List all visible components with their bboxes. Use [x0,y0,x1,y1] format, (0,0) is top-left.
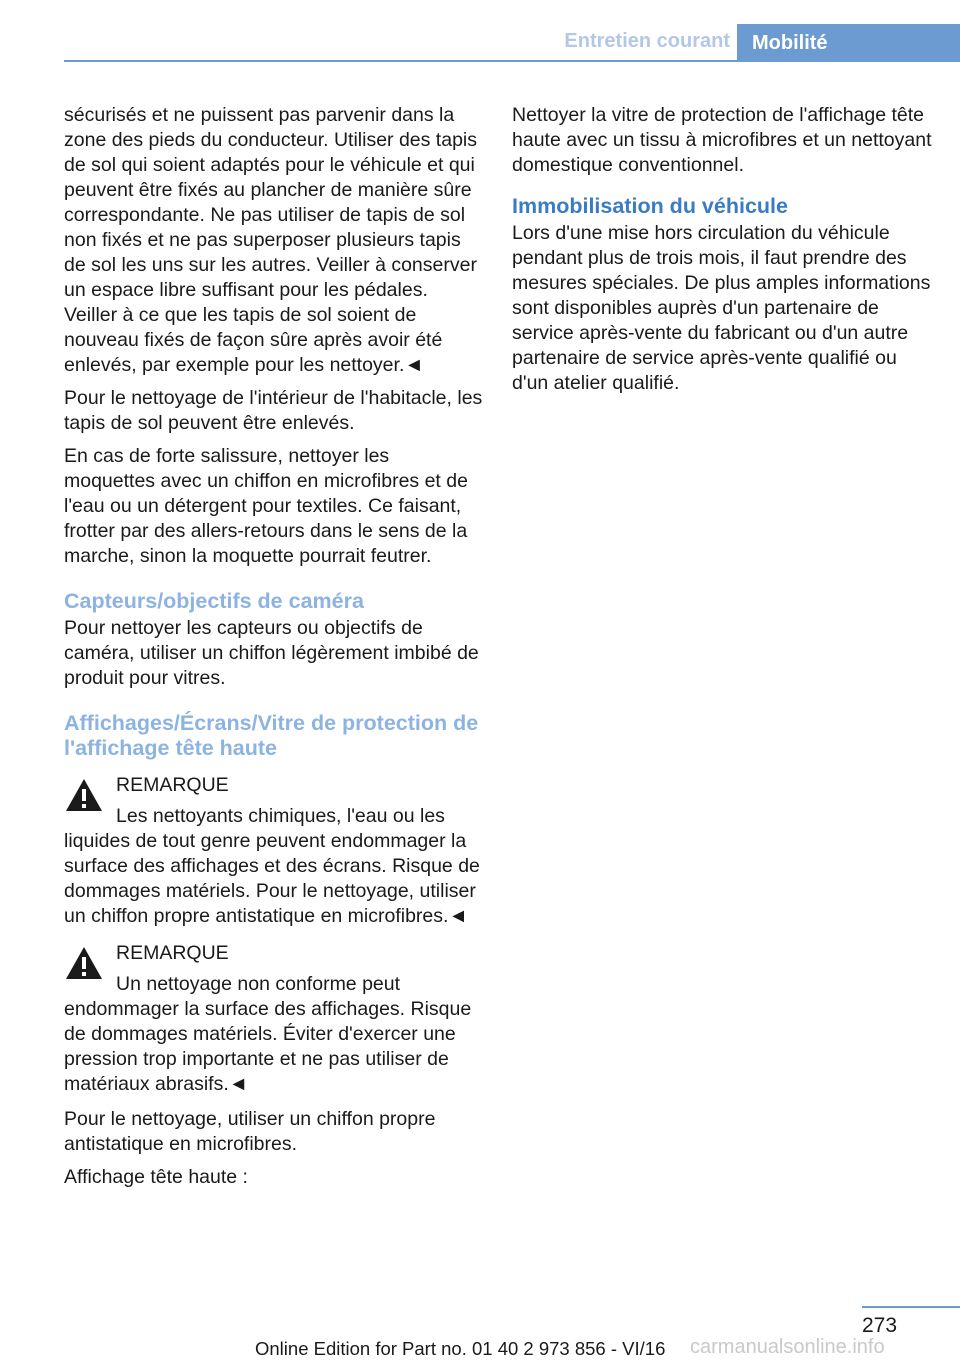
paragraph: Nettoyer la vitre de protection de l'affichage tête haute avec un tissu à microfibres et un nettoyant domestique conventionnel. [512,104,932,176]
warning-notice [64,941,484,1097]
warning-text: Les nettoyants chimiques, l'eau ou les liquides de tout genre peuvent endommager la surface des affichages et des écrans. Risque de dommages matériels. Pour le nettoyage, utiliser un chiffon propre antistatique en microfibres.◄ [64,805,480,927]
page-number: 273 [862,1314,898,1337]
warning-label: REMARQUE [116,942,229,964]
paragraph: Pour nettoyer les capteurs ou objectifs de caméra, utiliser un chiffon légèrement imbibé de produit pour vitres. [64,617,479,689]
paragraph: Pour le nettoyage, utiliser un chiffon propre antistatique en microfibres. [64,1108,436,1155]
watermark: carmanualsonline.info [690,1336,885,1358]
paragraph: Lors d'une mise hors circulation du véhicule pendant plus de trois mois, il faut prendre des mesures spéciales. De plus amples informations sont disponibles auprès d'un partenaire de service après-vente du fabricant ou d'un autre partenaire de service après-vente qualifié ou d'un atelier qualifié. [512,222,931,394]
left-column [64,103,484,1198]
heading-displays: Affichages/Écrans/Vitre de protection de l'affichage tête haute [64,711,479,760]
edition-line: Online Edition for Part no. 01 40 2 973 856 - VI/16 [255,1338,666,1359]
header-rule [64,60,960,62]
right-column [512,103,932,404]
section-tab[interactable]: Entretien courant [564,30,730,52]
warning-notice [64,773,484,929]
chapter-tab[interactable]: Mobilité [737,24,960,62]
footer-rule [862,1306,960,1308]
warning-triangle-icon [64,777,104,813]
heading-immobilisation: Immobilisation du véhicule [512,194,788,218]
page-header [0,24,960,62]
paragraph: Affichage tête haute : [64,1166,248,1188]
paragraph: sécurisés et ne puissent pas parvenir dans la zone des pieds du conducteur. Utiliser des tapis de sol qui soient adaptés pour le véhicule et qui peuvent être fixés au plancher de manière sûre correspondante. Ne pas utiliser de tapis de sol non fixés et ne pas superposer plusieurs tapis de sol les uns sur les autres. Veiller à conserver un espace libre suffisant pour les pédales. Veiller à ce que les tapis de sol soient de nouveau fixés de façon sûre après avoir été enlevés, par exemple pour les nettoyer.◄ [64,104,477,376]
paragraph: Pour le nettoyage de l'intérieur de l'habitacle, les tapis de sol peuvent être enlevés. [64,387,483,434]
heading-cameras: Capteurs/objectifs de caméra [64,589,364,613]
paragraph: En cas de forte salissure, nettoyer les moquettes avec un chiffon en microfibres et de l'eau ou un détergent pour textiles. Ce faisant, frotter par des allers-retours dans le sens de la marche, sinon la moquette pourrait feutrer. [64,445,468,567]
warning-text: Un nettoyage non conforme peut endommager la surface des affichages. Risque de dommages matériels. Éviter d'exercer une pression trop importante et ne pas utiliser de matériaux abrasifs.◄ [64,973,472,1095]
warning-label: REMARQUE [116,774,229,796]
warning-triangle-icon [64,945,104,981]
